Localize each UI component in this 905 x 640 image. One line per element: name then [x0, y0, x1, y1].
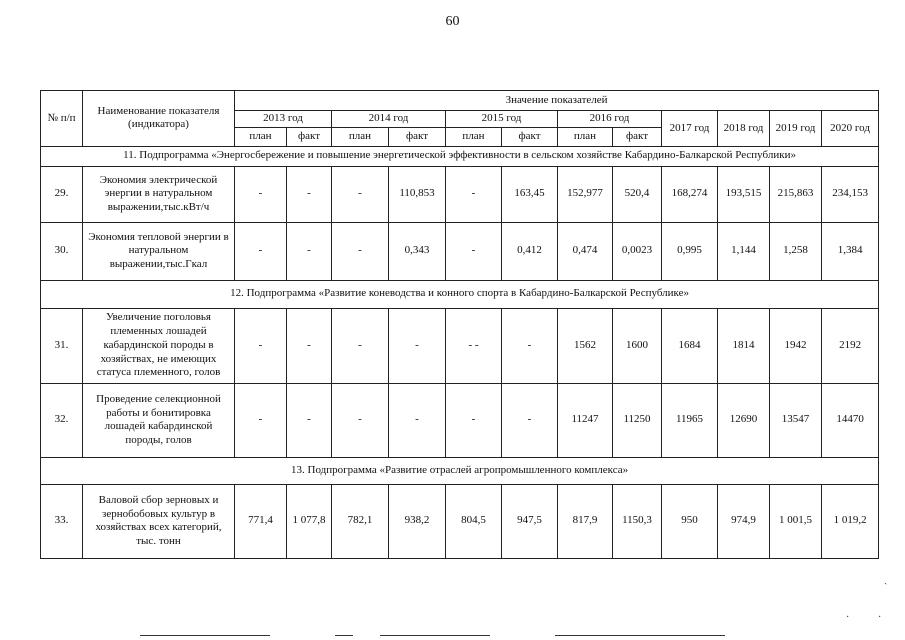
footer-line [140, 635, 270, 636]
footer-line [335, 635, 353, 636]
value-cell: 1814 [718, 308, 770, 383]
section-title: 11. Подпрограмма «Энергосбережение и повышение энергетической эффективности в сельском хозяйстве Кабардино-Балкарской Республики» [41, 146, 879, 166]
value-cell: 1562 [558, 308, 613, 383]
values-group-header: Значение показателей [235, 91, 879, 111]
value-cell: - [332, 308, 389, 383]
value-cell: 11250 [613, 383, 662, 457]
scan-speck: · [878, 612, 882, 623]
plan-subheader: план [235, 127, 287, 146]
year-header: 2016 год [558, 111, 662, 128]
table-row [41, 166, 879, 222]
value-cell: 1 077,8 [287, 484, 332, 558]
value-cell: 168,274 [662, 166, 718, 222]
year-header: 2017 год [662, 111, 718, 147]
value-cell: 1,384 [822, 222, 879, 280]
fact-subheader: факт [502, 127, 558, 146]
scan-speck: ˏ [884, 574, 888, 585]
year-header: 2020 год [822, 111, 879, 147]
value-cell: 1,258 [770, 222, 822, 280]
value-cell: 0,995 [662, 222, 718, 280]
value-cell: 804,5 [446, 484, 502, 558]
footer-line [380, 635, 490, 636]
value-cell: 817,9 [558, 484, 613, 558]
value-cell: - [446, 166, 502, 222]
page-number: 60 [445, 14, 460, 29]
value-cell: - [446, 383, 502, 457]
value-cell: - [235, 222, 287, 280]
year-header: 2018 год [718, 111, 770, 147]
value-cell: 1684 [662, 308, 718, 383]
footer-rule [0, 630, 905, 640]
value-cell: 193,515 [718, 166, 770, 222]
value-cell: - [332, 222, 389, 280]
row-number: 29. [41, 166, 83, 222]
value-cell: 974,9 [718, 484, 770, 558]
indicator-name: Валовой сбор зерновых и зернобобовых культур в хозяйствах всех категорий, тыс. тонн [83, 484, 235, 558]
value-cell: 11965 [662, 383, 718, 457]
value-cell: 1 019,2 [822, 484, 879, 558]
value-cell: 947,5 [502, 484, 558, 558]
value-cell: 14470 [822, 383, 879, 457]
year-header: 2015 год [446, 111, 558, 128]
value-cell: 950 [662, 484, 718, 558]
value-cell: 771,4 [235, 484, 287, 558]
value-cell: - [287, 308, 332, 383]
fact-subheader: факт [613, 127, 662, 146]
value-cell: 1942 [770, 308, 822, 383]
year-header: 2013 год [235, 111, 332, 128]
value-cell: 13547 [770, 383, 822, 457]
value-cell: 520,4 [613, 166, 662, 222]
value-cell: 0,474 [558, 222, 613, 280]
value-cell: - [502, 308, 558, 383]
indicator-name: Экономия тепловой энергии в натуральном выражении,тыс.Гкал [83, 222, 235, 280]
scan-speck: · [846, 612, 850, 623]
value-cell: 1 001,5 [770, 484, 822, 558]
value-cell: 0,343 [389, 222, 446, 280]
value-cell: 215,863 [770, 166, 822, 222]
row-number: 30. [41, 222, 83, 280]
table-row [41, 222, 879, 280]
value-cell: 1600 [613, 308, 662, 383]
value-cell: - [446, 222, 502, 280]
value-cell: - [287, 383, 332, 457]
footer-line [555, 635, 725, 636]
fact-subheader: факт [389, 127, 446, 146]
row-number: 33. [41, 484, 83, 558]
year-header: 2019 год [770, 111, 822, 147]
table-row [41, 484, 879, 558]
value-cell: 0,412 [502, 222, 558, 280]
value-cell: 1,144 [718, 222, 770, 280]
plan-subheader: план [446, 127, 502, 146]
value-cell: - [235, 166, 287, 222]
section-title: 12. Подпрограмма «Развитие коневодства и конного спорта в Кабардино-Балкарской Республике» [41, 280, 879, 308]
value-cell: - - [446, 308, 502, 383]
value-cell: 152,977 [558, 166, 613, 222]
value-cell: 163,45 [502, 166, 558, 222]
value-cell: 234,153 [822, 166, 879, 222]
indicators-table [40, 90, 879, 559]
value-cell: - [287, 222, 332, 280]
name-column-header: Наименование показателя (индикатора) [83, 91, 235, 147]
row-number: 32. [41, 383, 83, 457]
year-header: 2014 год [332, 111, 446, 128]
value-cell: 110,853 [389, 166, 446, 222]
value-cell: 0,0023 [613, 222, 662, 280]
fact-subheader: факт [287, 127, 332, 146]
value-cell: - [235, 308, 287, 383]
value-cell: - [332, 383, 389, 457]
value-cell: 12690 [718, 383, 770, 457]
value-cell: 938,2 [389, 484, 446, 558]
indicator-name: Увеличение поголовья племенных лошадей кабардинской породы в хозяйствах, не имеющих статуса племенного, голов [83, 308, 235, 383]
value-cell: 782,1 [332, 484, 389, 558]
row-number: 31. [41, 308, 83, 383]
plan-subheader: план [332, 127, 389, 146]
value-cell: - [502, 383, 558, 457]
value-cell: 1150,3 [613, 484, 662, 558]
section-title: 13. Подпрограмма «Развитие отраслей агропромышленного комплекса» [41, 457, 879, 484]
num-column-header: № п/п [41, 91, 83, 147]
value-cell: 11247 [558, 383, 613, 457]
value-cell: - [287, 166, 332, 222]
value-cell: - [332, 166, 389, 222]
indicator-name: Экономия электрической энергии в натуральном выражении,тыс.кВт/ч [83, 166, 235, 222]
value-cell: 2192 [822, 308, 879, 383]
indicator-name: Проведение селекционной работы и бонитировка лошадей кабардинской породы, голов [83, 383, 235, 457]
plan-subheader: план [558, 127, 613, 146]
table-row [41, 308, 879, 383]
value-cell: - [235, 383, 287, 457]
table-row [41, 383, 879, 457]
value-cell: - [389, 308, 446, 383]
value-cell: - [389, 383, 446, 457]
